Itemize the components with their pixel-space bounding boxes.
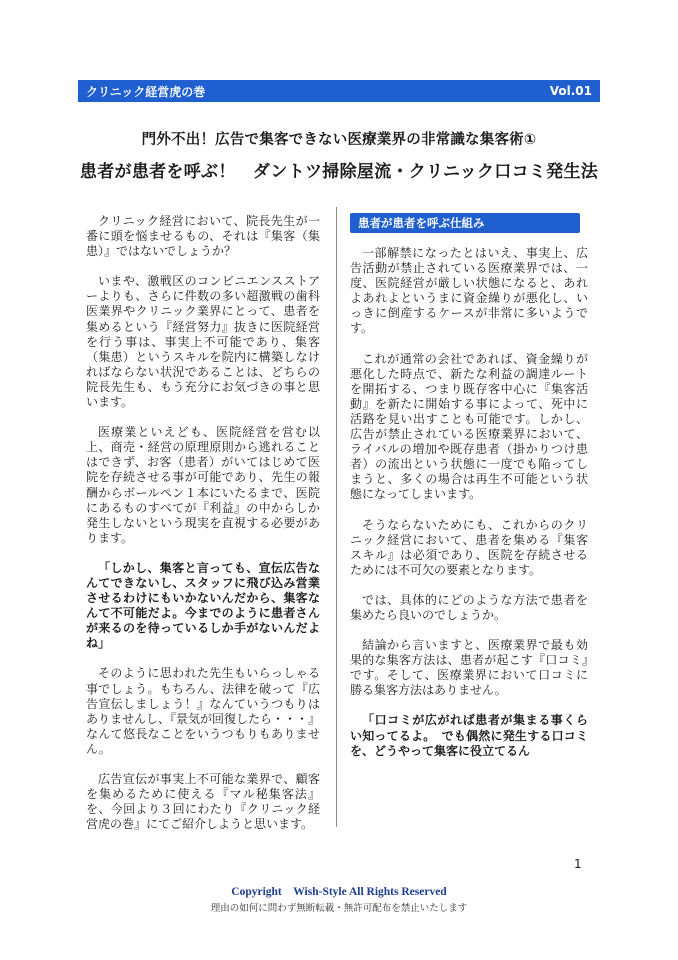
series-title: クリニック経営虎の巻 [86, 84, 206, 99]
article-subtitle: 門外不出！広告で集客できない医療業界の非常識な集客術① [141, 132, 537, 148]
paragraph: では、具体的にどのような方法で患者を集めたら良いのでしょうか。 [350, 592, 588, 622]
paragraph: 医療業といえども、医院経営を営む以上、商売・経営の原理原則から逃れることはできず、お客（患者）がいてはじめて医院を存続させる事が可能であり、先生の報酬からボールペン１本にいたるまで、医院にあるものすべてが『利益』の中からしか発生しないという現実を直視する必要があります。 [86, 425, 320, 545]
paragraph: 広告宣伝が事実上不可能な業界で、顧客を集めるために使える『マル秘集客法』を、今回より３回にわたり『クリニック経営虎の巻』にてご紹介しようと思います。 [86, 772, 320, 832]
left-column [86, 214, 320, 847]
volume-label: Vol.01 [549, 84, 592, 98]
paragraph: これが通常の会社であれば、資金繰りが悪化した時点で、新たな利益の調達ルートを開拓する、つまり既存客中心に『集客活動』を新たに開始する事によって、死中に活路を見い出すことも可能です。しかし、広告が禁止されている医療業界において、ライバルの増加や既存患者（掛かりつけ患者）の流出という状態に一度でも陥ってしまうと、多くの場合は再生不可能という状態になってしまいます。 [350, 351, 588, 502]
article-title: 患者が患者を呼ぶ！ ダントツ掃除屋流・クリニック口コミ発生法 [79, 162, 599, 182]
paragraph: いまや、激戦区のコンビニエンスストアーよりも、さらに件数の多い超激戦の歯科医業界やクリニック業界にとって、患者を集めるという『経営努力』抜きに医院経営を行う事は、事実上不可能であり、集客（集患）というスキルを院内に構築しなければならない状況であることは、どちらの院長先生も、もう充分にお気づきの事と思います。 [86, 274, 320, 410]
paragraph: そうならないためにも、これからのクリニック経営において、患者を集める『集客スキル』は必須であり、医院を存続させるためには不可欠の要素となります。 [350, 517, 588, 577]
column-divider [336, 207, 337, 827]
section-heading-label: 患者が患者を呼ぶ仕組み [358, 216, 485, 230]
right-column [350, 246, 588, 774]
quote-paragraph: 「しかし、集客と言っても、宣伝広告なんてできないし、スタッフに飛び込み営業させるわけにもいかないんだから、集客なんて不可能だよ。今までのように患者さんが来るのを待っているしか手がないんだよね」 [86, 560, 320, 651]
section-heading [350, 213, 580, 233]
footer-notice: 理由の如何に問わず無断転載・無許可配布を禁止いたします [210, 903, 468, 914]
paragraph: 結論から言いますと、医療業界で最も効果的な集客方法は、患者が起こす『口コミ』です。そして、医療業界において口コミに勝る集客方法はありません。 [350, 638, 588, 698]
paragraph: 一部解禁になったとはいえ、事実上、広告活動が禁止されている医療業界では、一度、医院経営が厳しい状態になると、あれよあれよというまに資金繰りが悪化し、いっきに倒産するケースが非常に多いようです。 [350, 246, 588, 336]
footer-copyright: Copyright Wish-Style All Rights Reserved [231, 886, 447, 898]
paragraph: そのように思われた先生もいらっしゃる事でしょう。もちろん、法律を破って『広告宣伝しましょう！』なんていうつもりはありませんし、『景気が回復したら・・・』なんて悠長なことをいうつもりもありません。 [86, 666, 321, 756]
quote-paragraph: 「口コミが広がれば患者が集まる事くらい知ってるよ。 でも偶然に発生する口コミを、どうやって集客に役立てるん [350, 713, 588, 758]
page-number: 1 [574, 857, 582, 871]
header-bar [78, 80, 600, 102]
paragraph: クリニック経営において、院長先生が一番に頭を悩ませるもの、それは『集客（集患）』ではないでしょうか？ [86, 214, 320, 259]
